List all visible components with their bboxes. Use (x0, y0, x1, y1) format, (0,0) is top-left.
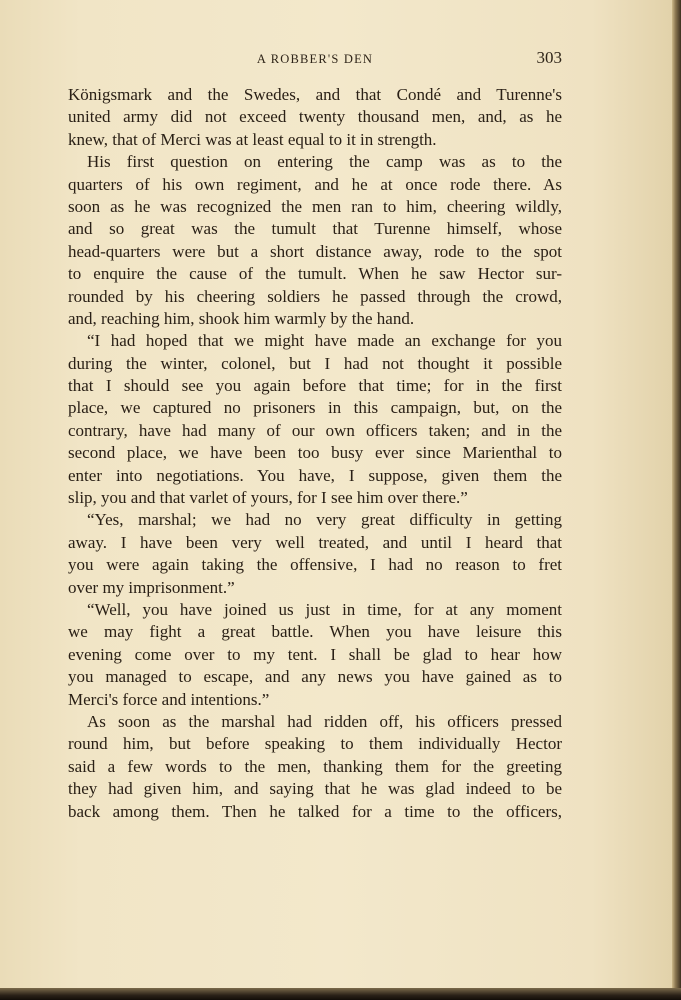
text-line: away. I have been very well treated, and until I heard that (68, 532, 562, 552)
text-line: head-quarters were but a short distance away, rode to the spot (68, 241, 562, 261)
text-line: Merci's force and intentions.” (68, 689, 270, 709)
text-line: place, we captured no prisoners in this campaign, but, on the (68, 398, 562, 418)
text-line: to enquire the cause of the tumult. When he saw Hector sur- (68, 264, 562, 284)
text-line: “I had hoped that we might have made an exchange for you (87, 331, 562, 351)
text-line: over my imprisonment.” (68, 577, 235, 597)
text-line: enter into negotiations. You have, I suppose, given them the (68, 465, 562, 485)
page-edge-bottom (0, 988, 681, 1000)
text-line: soon as he was recognized the men ran to him, cheering wildly, (68, 196, 562, 216)
body-text (68, 84, 562, 823)
text-line: quarters of his own regiment, and he at once rode there. As (68, 174, 562, 194)
page-number: 303 (536, 48, 562, 67)
text-line: second place, we have been too busy ever since Marienthal to (68, 443, 562, 463)
text-line: evening come over to my tent. I shall be glad to hear how (68, 644, 562, 664)
text-line: His first question on entering the camp was as to the (87, 152, 562, 172)
page-edge-right (672, 0, 681, 1000)
text-line: “Well, you have joined us just in time, for at any moment (87, 599, 562, 619)
text-line: you managed to escape, and any news you have gained as to (68, 667, 562, 687)
text-line: “Yes, marshal; we had no very great difficulty in getting (87, 510, 562, 530)
text-line: slip, you and that varlet of yours, for I see him over there.” (68, 488, 468, 508)
text-line: and so great was the tumult that Turenne himself, whose (68, 219, 562, 239)
text-line: contrary, have had many of our own officers taken; and in the (68, 420, 562, 440)
text-line: during the winter, colonel, but I had not thought it possible (68, 353, 562, 373)
text-line: As soon as the marshal had ridden off, his officers pressed (87, 711, 562, 731)
text-line: they had given him, and saying that he was glad indeed to be (68, 779, 562, 799)
text-line: back among them. Then he talked for a time to the officers, (68, 801, 562, 821)
text-line: round him, but before speaking to them individually Hector (68, 734, 562, 754)
text-line: Königsmark and the Swedes, and that Condé and Turenne's (68, 85, 562, 104)
text-line: knew, that of Merci was at least equal to it in strength. (68, 129, 437, 149)
page-header (68, 48, 562, 72)
text-line: we may fight a great battle. When you have leisure this (68, 622, 562, 642)
text-line: and, reaching him, shook him warmly by the hand. (68, 308, 415, 328)
text-line: united army did not exceed twenty thousand men, and, as he (68, 107, 562, 127)
running-title: A ROBBER'S DEN (256, 52, 374, 66)
text-line: said a few words to the men, thanking them for the greeting (68, 756, 562, 776)
text-line: you were again taking the offensive, I had no reason to fret (68, 555, 562, 575)
text-line: that I should see you again before that time; for in the first (68, 376, 562, 396)
text-line: rounded by his cheering soldiers he passed through the crowd, (68, 286, 562, 306)
